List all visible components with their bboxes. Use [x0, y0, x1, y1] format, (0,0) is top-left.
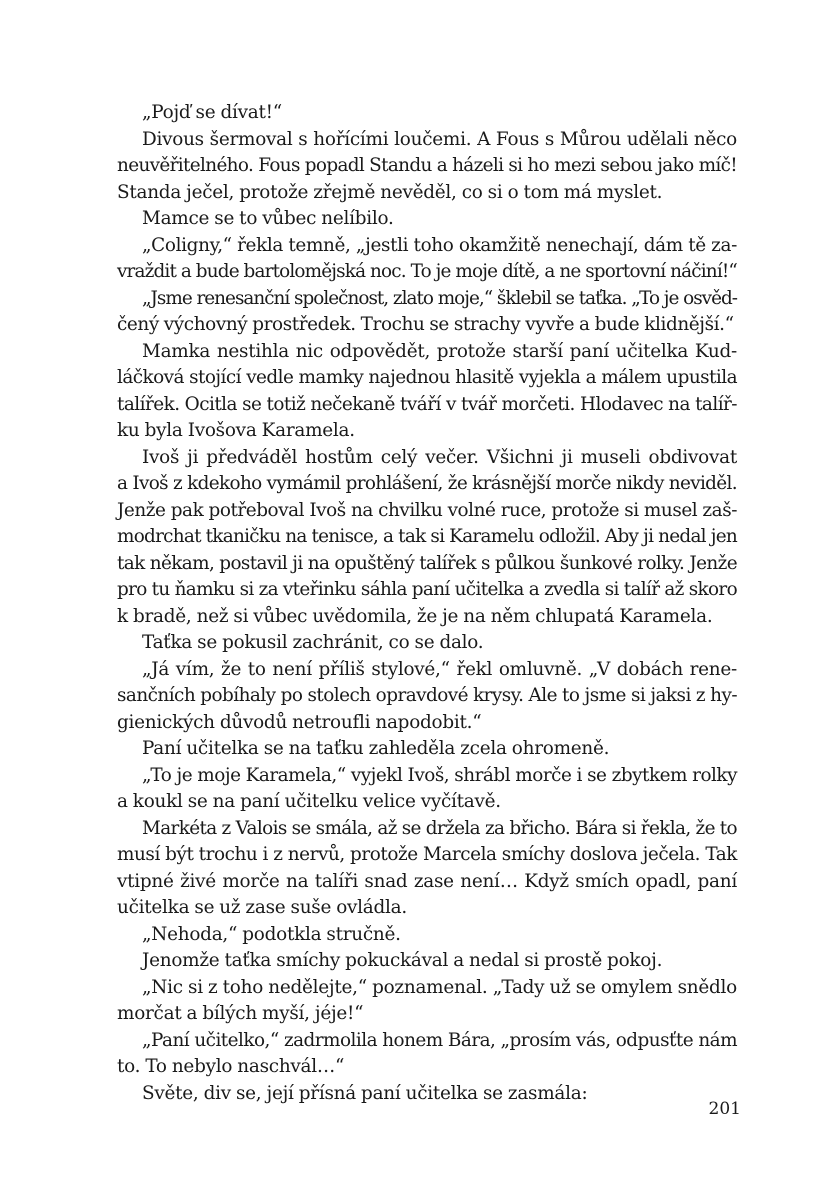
text-line: vraždit a bude bartolomějská noc. To je moje dítě, a ne sportovní náčiní!“: [117, 261, 737, 282]
text-line: Mamka nestihla nic odpovědět, protože starší paní učitelka Kud-: [142, 340, 737, 362]
text-line: „Coligny,“ řekla temně, „jestli toho okamžitě nenechají, dám tě za-: [142, 234, 737, 256]
text-line: morčat a bílých myší, jéje!“: [117, 1003, 364, 1024]
text-line: „Já vím, že to není příliš stylové,“ řekl omluvně. „V dobách rene-: [142, 658, 737, 680]
text-line: „Pojď se dívat!“: [142, 102, 282, 123]
text-line: „Nehoda,“ podotkla stručně.: [142, 923, 401, 945]
text-line: Mamce se to vůbec nelíbilo.: [142, 208, 394, 229]
text-line: láčková stojící vedle mamky najednou hlasitě vyjekla a málem upustila: [117, 367, 737, 388]
text-line: „Paní učitelko,“ zadrmolila honem Bára, „prosím vás, odpusťte nám: [142, 1029, 737, 1051]
text-line: Standa ječel, protože zřejmě nevěděl, co si o tom má myslet.: [117, 181, 663, 203]
body-text: [117, 100, 737, 1107]
text-line: musí být trochu i z nervů, protože Marcela smíchy doslova ječela. Tak: [117, 844, 737, 865]
page-number: 201: [708, 1099, 741, 1119]
text-line: Divous šermoval s hořícími loučemi. A Fous s Můrou udělali něco: [142, 128, 737, 150]
text-line: pro tu ňamku si za vteřinku sáhla paní učitelka a zvedla si talíř až skoro: [117, 579, 737, 600]
text-line: učitelka se už zase suše ovládla.: [117, 897, 407, 918]
text-line: Paní učitelka se na taťku zahleděla zcela ohromeně.: [142, 738, 610, 759]
text-line: „Jsme renesanční společnost, zlato moje,“ šklebil se taťka. „To je osvěd-: [142, 287, 737, 309]
text-line: tak někam, postavil ji na opuštěný talířek s půlkou šunkové rolky. Jenže: [117, 552, 737, 574]
text-line: Ivoš ji předváděl hostům celý večer. Všichni ji museli obdivovat: [142, 446, 737, 468]
text-line: gienických důvodů netroufli napodobit.“: [117, 711, 482, 733]
text-line: Markéta z Valois se smála, až se držela za břicho. Bára si řekla, že to: [142, 817, 737, 839]
text-line: talířek. Ocitla se totiž nečekaně tváří v tvář morčeti. Hlodavec na talíř-: [117, 393, 737, 415]
text-line: Jenomže taťka smíchy pokuckával a nedal si prostě pokoj.: [142, 950, 663, 971]
text-line: čený výchovný prostředek. Trochu se strachy vyvře a bude klidnější.“: [117, 314, 734, 335]
text-line: „Nic si z toho nedělejte,“ poznamenal. „Tady už se omylem snědlo: [142, 976, 737, 998]
text-line: Světe, div se, její přísná paní učitelka se zasmála:: [142, 1082, 588, 1104]
text-line: ku byla Ivošova Karamela.: [117, 420, 355, 441]
text-line: „To je moje Karamela,“ vyjekl Ivoš, shrábl morče i se zbytkem rolky: [142, 764, 737, 786]
text-line: neuvěřitelného. Fous popadl Standu a házeli si ho mezi sebou jako míč!: [117, 155, 737, 176]
text-line: vtipné živé morče na talíři snad zase není… Když smích opadl, paní: [117, 870, 737, 892]
text-line: k bradě, než si vůbec uvědomila, že je na něm chlupatá Karamela.: [117, 605, 713, 627]
text-line: sančních pobíhaly po stolech opravdové krysy. Ale to jsme si jaksi z hy-: [117, 685, 737, 706]
text-line: Taťka se pokusil zachránit, co se dalo.: [142, 632, 484, 653]
text-line: Jenže pak potřeboval Ivoš na chvilku volné ruce, protože si musel zaš-: [117, 499, 737, 521]
text-line: a koukl se na paní učitelku velice vyčítavě.: [117, 791, 501, 812]
text-line: to. To nebylo naschvál…“: [117, 1056, 345, 1077]
text-line: modrchat tkaničku na tenisce, a tak si Karamelu odložil. Aby ji nedal jen: [117, 526, 737, 547]
text-line: a Ivoš z kdekoho vymámil prohlášení, že krásnější morče nikdy neviděl.: [117, 473, 737, 494]
